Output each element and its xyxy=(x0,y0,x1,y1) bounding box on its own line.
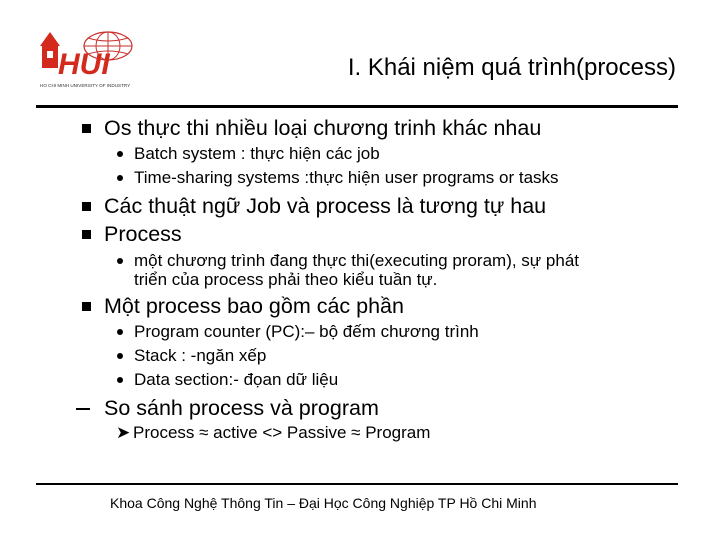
dash-bullet-icon xyxy=(76,408,90,410)
round-bullet-icon xyxy=(117,175,123,181)
sub-item-compare: Process ≈ active <> Passive ≈ Program xyxy=(133,423,431,442)
square-bullet-icon xyxy=(82,124,91,133)
footer-text: Khoa Công Nghệ Thông Tin – Đại Học Công Nghiệp TP Hồ Chi Minh xyxy=(110,495,537,511)
title-divider xyxy=(36,105,678,108)
bullet-item-components: Một process bao gồm các phần xyxy=(104,294,404,318)
square-bullet-icon xyxy=(82,230,91,239)
round-bullet-icon xyxy=(117,377,123,383)
sub-item-process-def-1: một chương trình đang thực thi(executing proram), sự phát xyxy=(134,251,579,270)
sub-item-time-sharing: Time-sharing systems :thực hiện user programs or tasks xyxy=(134,168,559,187)
round-bullet-icon xyxy=(117,329,123,335)
round-bullet-icon xyxy=(117,353,123,359)
sub-item-stack: Stack : -ngăn xếp xyxy=(134,346,267,365)
sub-item-batch: Batch system : thực hiện các job xyxy=(134,144,380,163)
bullet-item-os: Os thực thi nhiều loại chương trinh khác nhau xyxy=(104,116,542,140)
sub-item-program-counter: Program counter (PC):– bộ đếm chương trình xyxy=(134,322,479,341)
slide-title: I. Khái niệm quá trình(process) xyxy=(347,54,676,81)
logo-subtext: HO CHI MINH UNIVERSITY OF INDUSTRY xyxy=(40,83,131,88)
logo-graphic xyxy=(36,24,146,92)
square-bullet-icon xyxy=(82,302,91,311)
sub-item-process-def-2: triển của process phải theo kiểu tuần tự. xyxy=(134,270,438,289)
bullet-item-terms: Các thuật ngữ Job và process là tương tự hau xyxy=(104,194,547,218)
round-bullet-icon xyxy=(117,258,123,264)
university-logo xyxy=(36,24,146,92)
arrow-right-icon: ➤ xyxy=(116,423,131,442)
footer-divider xyxy=(36,483,678,485)
bullet-item-compare: So sánh process và program xyxy=(104,396,379,420)
sub-item-data-section: Data section:- đọan dữ liệu xyxy=(134,370,339,389)
bullet-item-process: Process xyxy=(104,222,182,246)
round-bullet-icon xyxy=(117,151,123,157)
square-bullet-icon xyxy=(82,202,91,211)
logo-wordmark: HUI xyxy=(58,48,110,81)
